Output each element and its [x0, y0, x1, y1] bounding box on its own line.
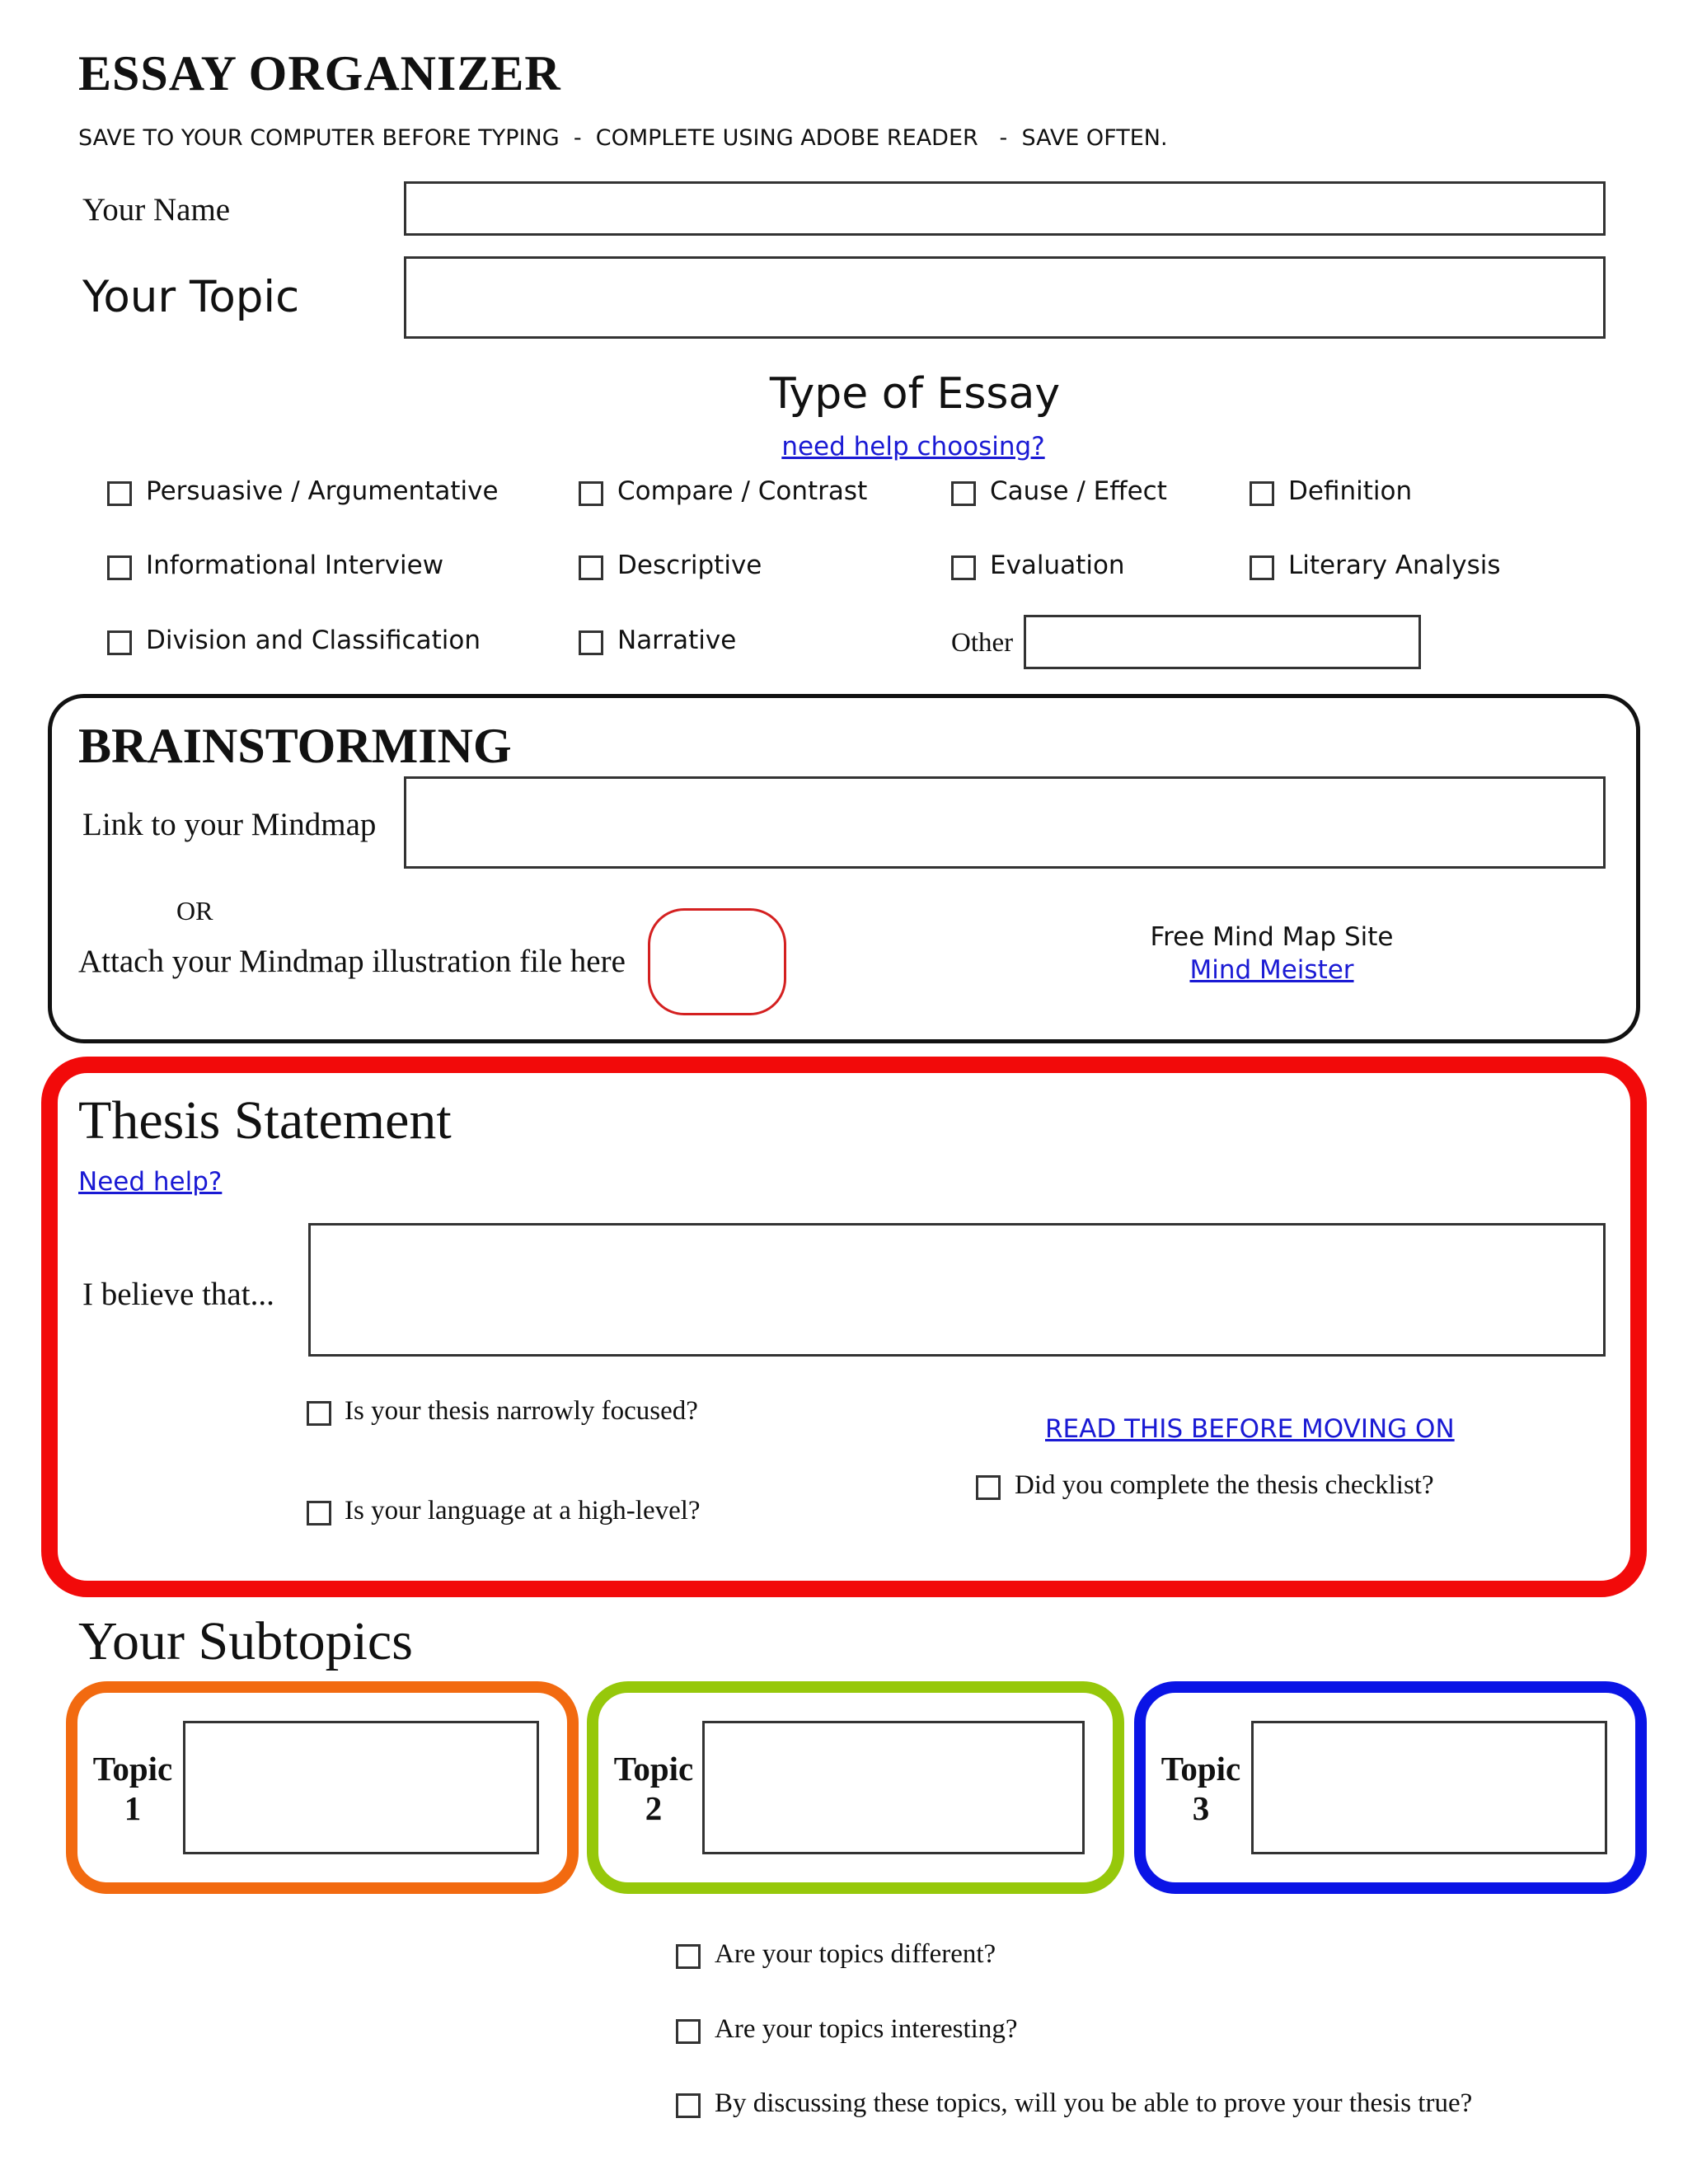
checkbox-division-classification[interactable] [107, 630, 132, 655]
checkbox-thesis-language[interactable] [307, 1501, 331, 1526]
option-label: Descriptive [617, 551, 762, 580]
topic-2-label: Topic 2 [613, 1750, 694, 1827]
option-label: Informational Interview [146, 551, 444, 580]
i-believe-label: I believe that... [82, 1277, 274, 1312]
free-site-label: Free Mind Map Site [1150, 922, 1394, 952]
checkbox-compare-contrast[interactable] [579, 481, 603, 506]
mindmap-link-label: Link to your Mindmap [82, 807, 377, 842]
subtopic-check-label: Are your topics different? [715, 1939, 996, 1969]
checkbox-thesis-checklist[interactable] [976, 1475, 1001, 1500]
checkbox-topics-interesting[interactable] [676, 2019, 701, 2044]
checkbox-descriptive[interactable] [579, 555, 603, 580]
mindmap-link-input[interactable] [404, 776, 1606, 869]
checkbox-narrative[interactable] [579, 630, 603, 655]
topic-input[interactable] [404, 256, 1606, 339]
attach-file-button[interactable] [648, 908, 786, 1015]
checkbox-thesis-focused[interactable] [307, 1401, 331, 1426]
topic-3-label: Topic 3 [1160, 1750, 1241, 1827]
option-label: Narrative [617, 626, 737, 655]
checkbox-literary-analysis[interactable] [1250, 555, 1274, 580]
other-label: Other [951, 628, 1014, 658]
option-label: Division and Classification [146, 626, 481, 655]
read-before-moving-on-link[interactable]: READ THIS BEFORE MOVING ON [1045, 1414, 1455, 1444]
subtopic-check-label: Are your topics interesting? [715, 2014, 1018, 2044]
attach-label: Attach your Mindmap illustration file here [78, 944, 626, 979]
option-label: Literary Analysis [1288, 551, 1501, 580]
thesis-heading: Thesis Statement [78, 1090, 452, 1151]
brainstorming-heading: BRAINSTORMING [78, 719, 512, 773]
checkbox-informational-interview[interactable] [107, 555, 132, 580]
your-topic-label: Your Topic [82, 272, 300, 322]
topic-1-input[interactable] [183, 1721, 539, 1854]
checkbox-topics-different[interactable] [676, 1944, 701, 1969]
thesis-checklist-label: Did you complete the thesis checklist? [1015, 1470, 1434, 1500]
essay-type-heading: Type of Essay [769, 369, 1061, 419]
option-label: Definition [1288, 476, 1413, 506]
thesis-need-help-link[interactable]: Need help? [78, 1167, 223, 1197]
need-help-choosing-link[interactable]: need help choosing? [781, 432, 1045, 462]
your-name-label: Your Name [82, 192, 231, 227]
or-label: OR [176, 896, 213, 926]
other-input[interactable] [1024, 615, 1421, 669]
subtopics-heading: Your Subtopics [78, 1611, 413, 1671]
checkbox-persuasive[interactable] [107, 481, 132, 506]
thesis-check-label: Is your thesis narrowly focused? [345, 1396, 698, 1426]
checkbox-prove-thesis[interactable] [676, 2093, 701, 2118]
option-label: Persuasive / Argumentative [146, 476, 499, 506]
option-label: Evaluation [990, 551, 1125, 580]
instructions-text: SAVE TO YOUR COMPUTER BEFORE TYPING - COMPLETE USING ADOBE READER - SAVE OFTEN. [78, 125, 1168, 151]
thesis-check-label: Is your language at a high-level? [345, 1496, 701, 1526]
checkbox-evaluation[interactable] [951, 555, 976, 580]
mind-meister-link[interactable]: Mind Meister [1189, 955, 1354, 985]
checkbox-definition[interactable] [1250, 481, 1274, 506]
checkbox-cause-effect[interactable] [951, 481, 976, 506]
subtopic-check-label: By discussing these topics, will you be able to prove your thesis true? [715, 2088, 1473, 2118]
option-label: Compare / Contrast [617, 476, 868, 506]
topic-1-label: Topic 1 [92, 1750, 173, 1827]
topic-3-input[interactable] [1251, 1721, 1607, 1854]
name-input[interactable] [404, 181, 1606, 236]
topic-2-input[interactable] [702, 1721, 1085, 1854]
page-title: ESSAY ORGANIZER [78, 46, 561, 101]
option-label: Cause / Effect [990, 476, 1167, 506]
thesis-input[interactable] [308, 1223, 1606, 1357]
